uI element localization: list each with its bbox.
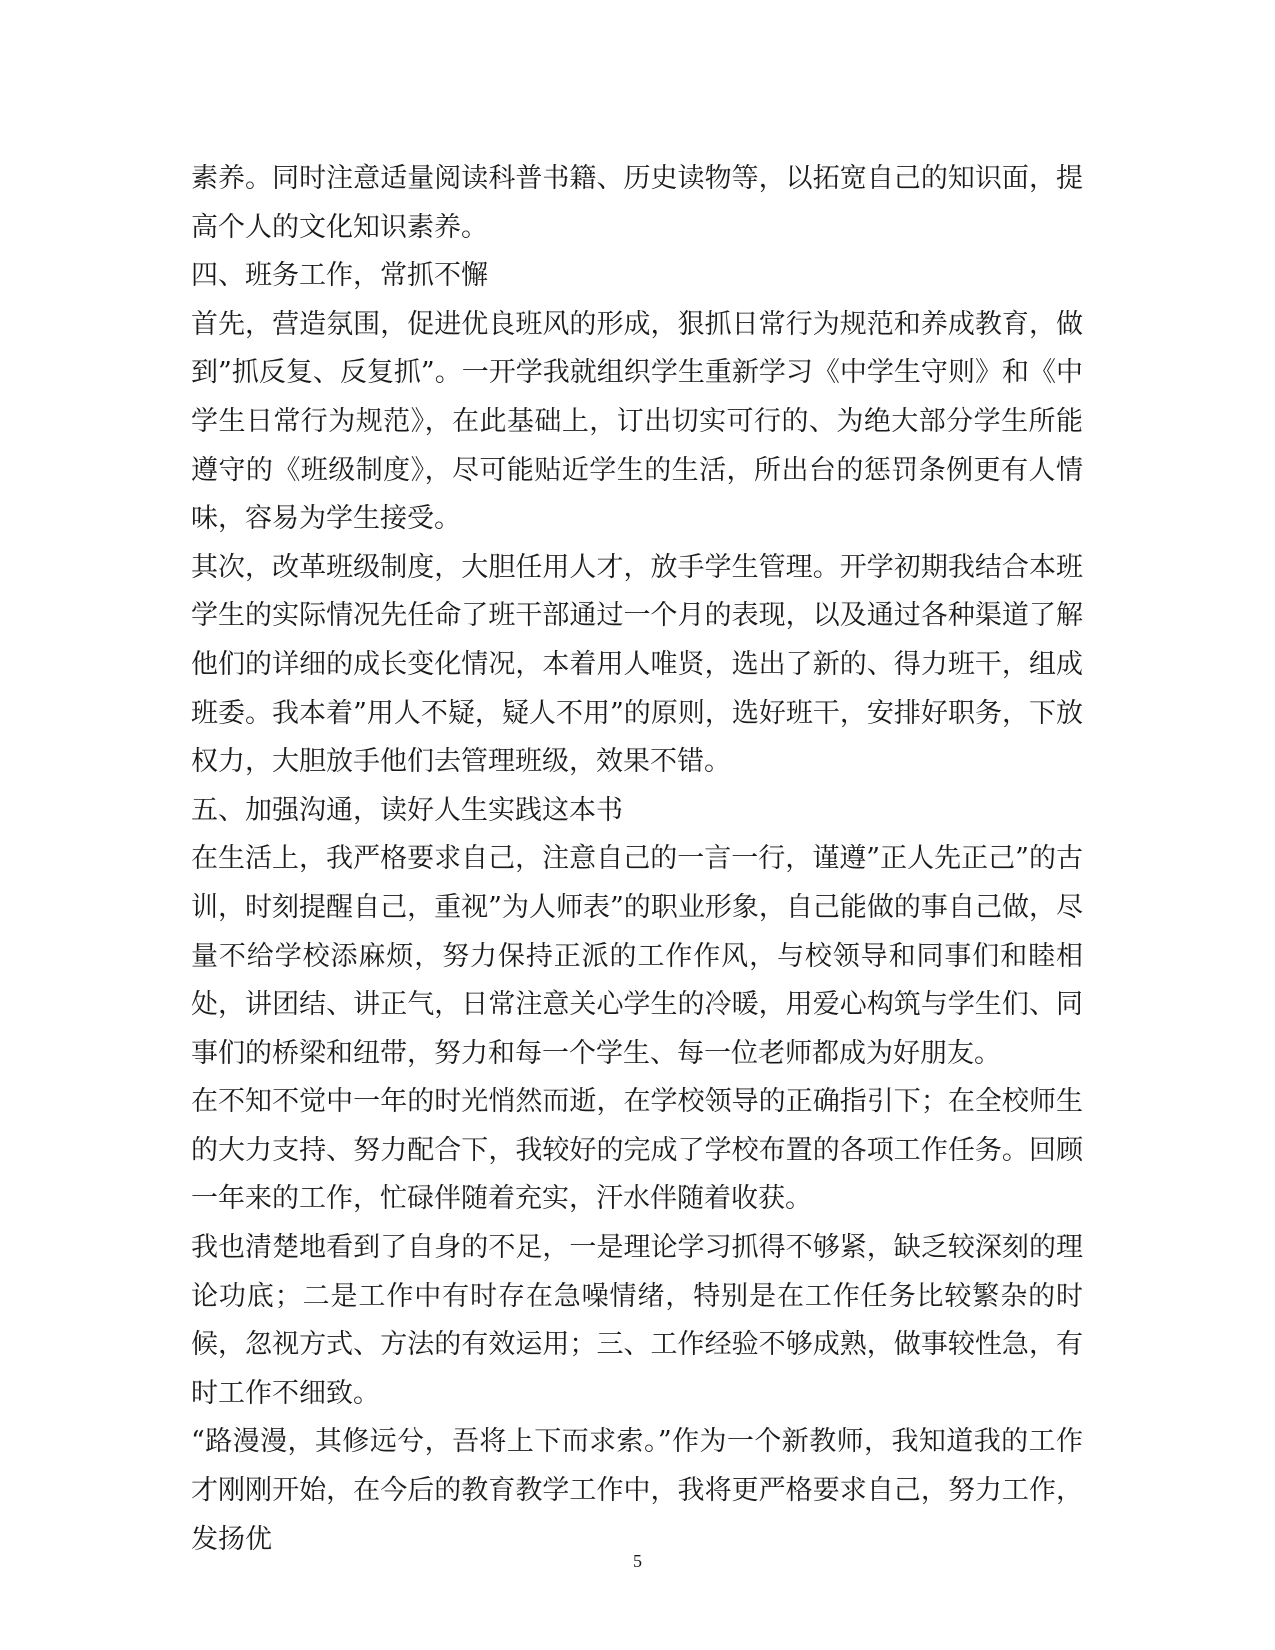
document-body bbox=[191, 155, 1083, 1564]
paragraph: 素养。同时注意适量阅读科普书籍、历史读物等，以拓宽自己的知识面，提高个人的文化知识素养。 bbox=[191, 163, 1083, 243]
page-number: 5 bbox=[633, 1551, 642, 1571]
paragraph: “路漫漫，其修远兮，吾将上下而求索。”作为一个新教师，我知道我的工作才刚刚开始，在今后的教育教学工作中，我将更严格要求自己，努力工作，发扬优 bbox=[191, 1426, 1083, 1555]
section-heading: 五、加强沟通，读好人生实践这本书 bbox=[191, 794, 623, 826]
paragraph: 我也清楚地看到了自身的不足，一是理论学习抓得不够紧，缺乏较深刻的理论功底；二是工作中有时存在急噪情绪，特别是在工作任务比较繁杂的时候，忽视方式、方法的有效运用；三、工作经验不够成熟，做事较性急，有时工作不细致。 bbox=[191, 1232, 1083, 1409]
section-heading: 四、班务工作，常抓不懈 bbox=[191, 260, 488, 292]
paragraph: 其次，改革班级制度，大胆任用人才，放手学生管理。开学初期我结合本班学生的实际情况先任命了班干部通过一个月的表现，以及通过各种渠道了解他们的详细的成长变化情况，本着用人唯贤，选出了新的、得力班干，组成班委。我本着”用人不疑，疑人不用”的原则，选好班干，安排好职务，下放权力，大胆放手他们去管理班级，效果不错。 bbox=[191, 551, 1083, 778]
paragraph: 在不知不觉中一年的时光悄然而逝，在学校领导的正确指引下；在全校师生的大力支持、努力配合下，我较好的完成了学校布置的各项工作任务。回顾一年来的工作，忙碌伴随着充实，汗水伴随着收获。 bbox=[191, 1086, 1083, 1215]
paragraph: 在生活上，我严格要求自己，注意自己的一言一行，谨遵”正人先正己”的古训，时刻提醒自己，重视”为人师表”的职业形象，自己能做的事自己做，尽量不给学校添麻烦，努力保持正派的工作作风，与校领导和同事们和睦相处，讲团结、讲正气，日常注意关心学生的冷暖，用爱心构筑与学生们、同事们的桥梁和纽带，努力和每一个学生、每一位老师都成为好朋友。 bbox=[191, 843, 1083, 1069]
paragraph: 首先，营造氛围，促进优良班风的形成，狠抓日常行为规范和养成教育，做到”抓反复、反复抓”。一开学我就组织学生重新学习《中学生守则》和《中学生日常行为规范》，在此基础上，订出切实可行的、为绝大部分学生所能遵守的《班级制度》，尽可能贴近学生的生活，所出台的惩罚条例更有人情味，容易为学生接受。 bbox=[191, 308, 1083, 535]
